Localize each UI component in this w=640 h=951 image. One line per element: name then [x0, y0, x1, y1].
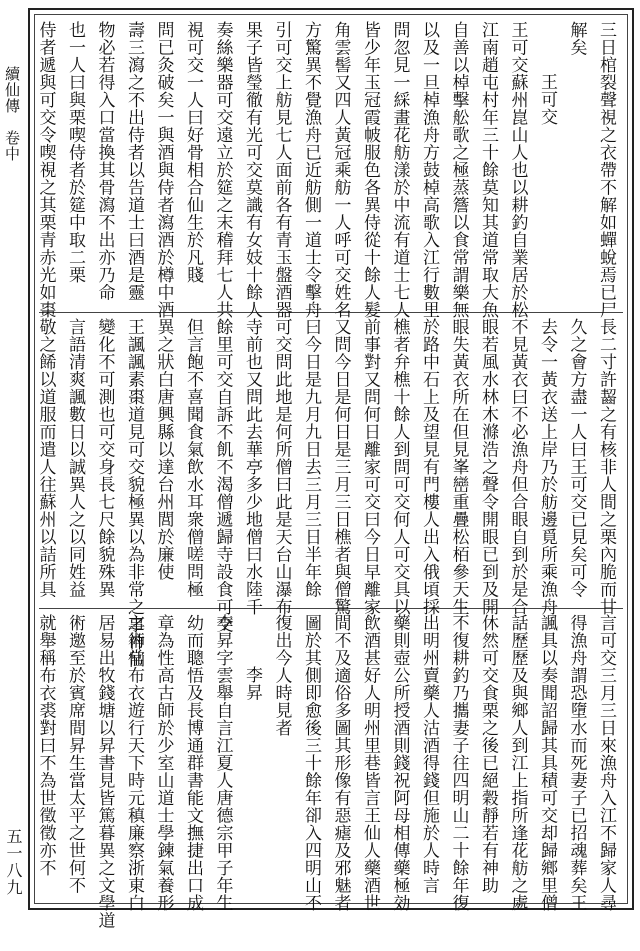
text-column: 於路中石上及望見有門樓人出入俄頃採	[419, 318, 439, 616]
text-column: 果子皆瑩徹有光可交莫識有女妓十餘人	[242, 21, 262, 319]
text-column: 樵者弁樵十餘人到問可交何人可交具以	[389, 318, 410, 616]
text-column: 奏絲樂器可交遠立於筵之末稽拜七人共	[212, 21, 233, 319]
text-column: 可交問此地是何所僧曰此是天台山瀑布	[271, 318, 292, 616]
text-column: 去令一黃衣送上岸乃於舫邊覓所乘漁舟	[537, 318, 557, 616]
text-column: 諷具以奏聞詔歸其具積可交却歸鄉里僧	[537, 614, 557, 912]
text-column: 引可交上舫見七人面前各有青玉盤酒器	[271, 21, 292, 319]
text-column: 曰今日是九月九日去三月三日半年餘	[301, 318, 321, 598]
book-title: 續仙傳 卷中	[3, 66, 21, 162]
text-column: 變化不可測也可交身長七尺餘貌殊異	[94, 318, 115, 598]
text-column: 侍者遞與可交令喫視之其栗青赤光如棗	[35, 21, 56, 319]
text-column: 角雲髻又四人黃冠乘舫一人呼可交姓名	[330, 21, 351, 319]
text-column: 就舉稱布衣裘對曰不為世徵徵亦不	[35, 614, 56, 877]
text-column: 藥則壺公所授酒則錢祝阿母相傳藥極効	[389, 614, 410, 912]
text-column: 復出今人時見者	[271, 614, 292, 737]
text-column: 久之會方盡一人曰王可交已見矣可令	[566, 318, 587, 598]
text-column: 寺前也又問此去華亭多少地僧曰水陸千	[242, 318, 262, 616]
text-column: 李昇	[242, 666, 262, 701]
text-column: 得漁舟謂恐墮水而死妻子已招魂葬矣王	[566, 614, 587, 912]
text-column: 不復耕釣乃攜妻子往四明山二十餘年復	[448, 614, 469, 912]
text-column: 問已灸破矣一與酒與侍者瀉酒於樽中酒	[153, 21, 174, 319]
text-column: 長二寸許齧之有核非人間之栗內脆而甘	[596, 318, 616, 616]
text-column: 圖於其側即愈後三十餘年卻入四明山不	[301, 614, 321, 912]
text-column: 幼而聰悟及長博通群書能文撫捷出口成	[183, 614, 203, 912]
text-column: 餘里可交自訴不飢不渴僧遞歸寺設食可交	[212, 318, 233, 633]
text-column: 敬之餙以道服而遣人往蘇州以詰所具	[35, 318, 56, 598]
text-column: 壽三瀉之不出侍者以告道士曰酒是靈	[124, 21, 144, 301]
text-column: 解矣	[566, 21, 587, 56]
text-column: 居易出牧錢塘以昇書見皆篤暮異之文學道	[94, 614, 115, 929]
text-column: 物必若得入口當換其骨瀉不出亦乃命	[94, 21, 115, 301]
text-column: 自善以棹擊舩歌之極蒸簷以食常謂樂無	[448, 21, 469, 319]
text-panel	[35, 312, 623, 668]
text-column: 王可交	[537, 73, 557, 126]
folio-number: 五一八九	[4, 828, 23, 896]
text-column: 話歷歷及與鄉人到江上指所逢花舫之處	[507, 614, 528, 912]
text-column: 飲酒甚好人明州里巷皆言王仙人藥酒世	[360, 614, 380, 912]
text-column: 言語清爽諷數日以誠異人之以同姓益	[65, 318, 85, 598]
text-column: 章為性高古師於少室山道士學鍊氣養形	[153, 614, 174, 912]
text-column: 方驚異不覺漁舟已近舫側一道士令擊舟	[301, 21, 321, 319]
text-column: 王可交蘇州崑山人也以耕釣自業居於松	[507, 21, 528, 319]
left-margin	[0, 0, 30, 920]
text-column: 眼失黃衣所在但見峯巒重疊松栢參天生	[448, 318, 469, 616]
text-column: 眼若風水林木滌浩之聲令開眼已到及開	[478, 318, 498, 616]
text-panel	[35, 15, 623, 319]
text-column: 出明州賣藥人沽酒得錢但施於人時言	[419, 614, 439, 894]
text-column: 異之狀白唐興縣以達台州閭於廉使	[153, 318, 174, 581]
text-column: 又問今日是何日是三月三日樵者與僧驚	[330, 318, 351, 616]
text-column: 視可交一人曰好骨相合仙生於凡賤	[183, 21, 203, 284]
text-column: 王諷諷素棗道見可交貌極異以為非常之事神仙	[124, 318, 144, 668]
text-column: 但言飽不喜聞食氣飲水耳衆僧嗟問極	[183, 318, 203, 598]
text-column: 問忽見一綵畫花舫漾於中流有道士七人	[389, 21, 410, 319]
text-column: 言可交三月三日來漁舟入江不歸家人尋	[596, 614, 616, 912]
text-column: 皆少年玉冠霞帔服色各異侍從十餘人髮	[360, 21, 380, 319]
text-column: 不見黃衣曰不必漁舟但合眼自到於是合	[507, 318, 528, 616]
text-column: 以及一旦棹漁舟方鼓棹高歌入江行數里	[419, 21, 439, 319]
text-panel	[35, 608, 623, 929]
text-block	[34, 14, 628, 929]
page-frame	[28, 8, 634, 929]
text-column: 江南趙屯村年三十餘莫知其道常取大魚	[478, 21, 498, 319]
text-column: 間不及適俗多圖其形像有惡瘧及邪魅者	[330, 614, 351, 912]
text-column: 李昇字雲舉自言江夏人唐德宗甲子年生	[212, 614, 233, 912]
text-column: 休然可交食栗之後已絕穀靜若有神助	[478, 614, 498, 894]
text-column: 前事對又問何日離家可交曰今日早離家	[360, 318, 380, 616]
text-column: 術邀至於賓席間昇生當太平之世何不	[65, 614, 85, 894]
text-column: 也一人曰與栗喫侍者於筵中取二栗	[65, 21, 85, 284]
text-column: 之術常布衣遊行天下時元稹廉察浙東白	[124, 614, 144, 912]
text-column: 三日棺裂聲視之衣帶不解如蟬蛻焉已尸	[596, 21, 616, 319]
